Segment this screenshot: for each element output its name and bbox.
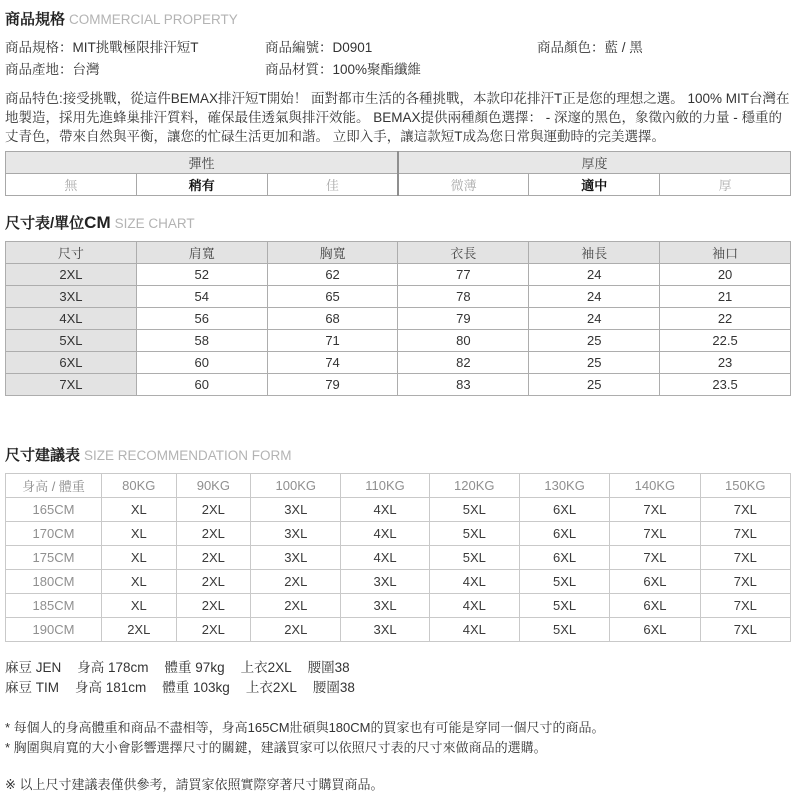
table-row [6,546,791,570]
size-recommendation-title: 尺寸建議表 [5,447,81,464]
table-cell: 3XL [251,498,341,522]
table-cell: 24 [529,264,660,286]
table-cell: 74 [267,352,398,374]
table-cell: XL [102,498,177,522]
table-cell: 4XL [341,522,429,546]
table-cell: 3XL [251,522,341,546]
model-name: 麻豆 JEN [5,660,62,675]
table-cell: 5XL [429,498,519,522]
table-cell: 2XL [251,594,341,618]
table-cell: 4XL [341,498,429,522]
model-height: 身高 178cm [77,660,149,675]
elasticity-option-slight: 稍有 [136,174,267,196]
row-header-cell: 175CM [6,546,102,570]
table-cell: 25 [529,352,660,374]
table-cell: 22.5 [660,330,791,352]
table-cell: 25 [529,374,660,396]
table-row [6,330,791,352]
table-cell: 22 [660,308,791,330]
field-value: 藍 / 黑 [604,40,643,55]
table-cell: 6XL [519,522,609,546]
table-cell: XL [102,522,177,546]
size-recommendation-subtitle: SIZE RECOMMENDATION FORM [84,448,292,463]
column-header-cell: 130KG [519,474,609,498]
size-chart-unit: CM [84,213,111,232]
table-cell: XL [102,594,177,618]
table-cell: 4XL [429,618,519,642]
field-value: D0901 [332,40,373,55]
table-cell: 79 [398,308,529,330]
table-cell: 2XL [176,546,251,570]
column-header-cell: 110KG [341,474,429,498]
table-cell: XL [102,546,177,570]
table-cell: 4XL [429,570,519,594]
product-fields [5,37,792,81]
attributes-options-row [6,174,791,196]
table-row [6,594,791,618]
table-row [6,352,791,374]
colon: ： [591,40,605,55]
table-cell: 7XL [610,546,700,570]
field-value: MIT挑戰極限排汗短T [72,40,199,55]
model-height: 身高 181cm [75,680,147,695]
table-cell: 7XL [700,498,790,522]
elasticity-header: 彈性 [6,152,398,174]
model-jen-line [5,658,792,678]
table-cell: 6XL [610,594,700,618]
column-header-cell: 120KG [429,474,519,498]
specs-subtitle: COMMERCIAL PROPERTY [69,12,238,27]
field-value: 台灣 [72,62,100,77]
size-chart-subtitle: SIZE CHART [114,216,195,231]
elasticity-option-none: 無 [6,174,137,196]
row-header-cell: 180CM [6,570,102,594]
table-cell: 6XL [519,498,609,522]
table-cell: 80 [398,330,529,352]
table-cell: 2XL [176,522,251,546]
table-cell: 65 [267,286,398,308]
table-cell: 54 [136,286,267,308]
table-cell: 24 [529,286,660,308]
column-header-cell: 80KG [102,474,177,498]
row-header-cell: 3XL [6,286,137,308]
thickness-option-thick: 厚 [660,174,791,196]
table-cell: 2XL [176,594,251,618]
table-row [6,570,791,594]
column-header-cell: 袖口 [660,242,791,264]
attributes-table [5,151,791,196]
colon: ： [319,62,333,77]
table-cell: 62 [267,264,398,286]
table-cell: 7XL [700,522,790,546]
column-header-cell: 肩寬 [136,242,267,264]
field-product-material [265,59,537,81]
colon: ： [319,40,333,55]
column-header-cell: 胸寬 [267,242,398,264]
model-top-size: 上衣2XL [240,660,292,675]
row-header-cell: 6XL [6,352,137,374]
table-cell: 7XL [700,594,790,618]
size-chart-title: 尺寸表/單位 [5,215,85,232]
model-info [5,658,792,698]
row-header-cell: 4XL [6,308,137,330]
section-title-size-chart [5,212,792,233]
row-header-cell: 2XL [6,264,137,286]
column-header-cell: 140KG [610,474,700,498]
table-cell: 78 [398,286,529,308]
table-cell: 2XL [102,618,177,642]
size-chart-header-row [6,242,791,264]
row-header-cell: 5XL [6,330,137,352]
table-cell: 2XL [251,618,341,642]
colon: ： [59,62,73,77]
model-waist: 腰圍38 [307,660,350,675]
table-cell: 56 [136,308,267,330]
model-name: 麻豆 TIM [5,680,59,695]
table-cell: 23 [660,352,791,374]
table-cell: 68 [267,308,398,330]
column-header-cell: 尺寸 [6,242,137,264]
table-cell: 2XL [176,570,251,594]
field-spacer [537,59,792,81]
section-title-size-recommendation [5,444,792,465]
table-row [6,374,791,396]
table-cell: 6XL [610,570,700,594]
column-header-cell: 身高 / 體重 [6,474,102,498]
table-cell: 3XL [341,594,429,618]
table-cell: 6XL [610,618,700,642]
field-product-name [5,37,265,59]
field-label: 商品材質 [265,62,319,77]
table-cell: 7XL [610,498,700,522]
section-title-specs [5,8,792,29]
model-weight: 體重 97kg [164,660,225,675]
field-value: 100%聚酯纖維 [332,62,422,77]
table-cell: 5XL [429,522,519,546]
table-cell: 60 [136,374,267,396]
table-cell: 77 [398,264,529,286]
field-label: 商品顏色 [537,40,591,55]
field-product-origin [5,59,265,81]
row-header-cell: 165CM [6,498,102,522]
table-cell: 52 [136,264,267,286]
table-row [6,286,791,308]
table-cell: 83 [398,374,529,396]
thickness-header: 厚度 [398,152,791,174]
field-label: 商品產地 [5,62,59,77]
row-header-cell: 7XL [6,374,137,396]
model-tim-line [5,678,792,698]
footnote-chest-shoulder: * 胸圍與肩寬的大小會影響選擇尺寸的關鍵，建議買家可以依照尺寸表的尺寸來做商品的選購。 [5,740,547,755]
table-cell: 20 [660,264,791,286]
table-cell: 3XL [341,618,429,642]
table-cell: 60 [136,352,267,374]
size-chart-table [5,241,791,396]
table-cell: 7XL [700,546,790,570]
field-label: 商品編號 [265,40,319,55]
model-top-size: 上衣2XL [245,680,297,695]
table-cell: 58 [136,330,267,352]
table-cell: 21 [660,286,791,308]
footnote-height-weight: * 每個人的身高體重和商品不盡相等，身高165CM壯碩與180CM的買家也有可能是穿同一個尺寸的商品。 [5,720,605,735]
size-recommendation-table [5,473,791,642]
table-cell: 3XL [251,546,341,570]
product-feature-text: 商品特色:接受挑戰，從這件BEMAX排汗短T開始！ 面對都市生活的各種挑戰，本款印花排汗T正是您的理想之選。 100% MIT台灣在地製造，採用先進蜂巢排汗質料，確保最佳透氣與排汗效能。 BEMAX提供兩種顏色選擇： - 深邃的黑色，象徵內斂的力量 - 穩重的丈青色，帶來自然與平衡，讓您的忙碌生活更加和諧。 立即入手，讓這款短T成為您日常與運動時的完美選擇。 [5,91,790,144]
column-header-cell: 衣長 [398,242,529,264]
table-cell: 3XL [341,570,429,594]
row-header-cell: 190CM [6,618,102,642]
table-cell: 79 [267,374,398,396]
table-cell: 7XL [610,522,700,546]
table-row [6,264,791,286]
table-row [6,498,791,522]
footnotes [5,720,792,792]
table-cell: 2XL [251,570,341,594]
table-cell: 23.5 [660,374,791,396]
table-cell: 71 [267,330,398,352]
table-cell: 2XL [176,618,251,642]
model-waist: 腰圍38 [312,680,355,695]
field-label: 商品規格 [5,40,59,55]
table-cell: 82 [398,352,529,374]
table-cell: 2XL [176,498,251,522]
table-cell: 7XL [700,618,790,642]
field-product-color [537,37,792,59]
attributes-header-row [6,152,791,174]
table-cell: XL [102,570,177,594]
thickness-option-medium: 適中 [529,174,660,196]
table-cell: 24 [529,308,660,330]
table-cell: 5XL [519,570,609,594]
table-row [6,308,791,330]
table-row [6,618,791,642]
model-weight: 體重 103kg [162,680,230,695]
elasticity-option-good: 佳 [267,174,398,196]
row-header-cell: 170CM [6,522,102,546]
table-cell: 7XL [700,570,790,594]
table-cell: 5XL [519,594,609,618]
specs-title: 商品規格 [5,11,66,28]
colon: ： [59,40,73,55]
footnote-reference-only: ※ 以上尺寸建議表僅供參考，請買家依照實際穿著尺寸購買商品。 [5,777,384,792]
column-header-cell: 90KG [176,474,251,498]
table-cell: 5XL [429,546,519,570]
row-header-cell: 185CM [6,594,102,618]
column-header-cell: 150KG [700,474,790,498]
table-cell: 6XL [519,546,609,570]
table-row [6,522,791,546]
thickness-option-thin: 微薄 [398,174,529,196]
field-product-code [265,37,537,59]
table-cell: 4XL [341,546,429,570]
table-cell: 25 [529,330,660,352]
table-cell: 4XL [429,594,519,618]
table-cell: 5XL [519,618,609,642]
column-header-cell: 100KG [251,474,341,498]
column-header-cell: 袖長 [529,242,660,264]
size-recommendation-header-row [6,474,791,498]
